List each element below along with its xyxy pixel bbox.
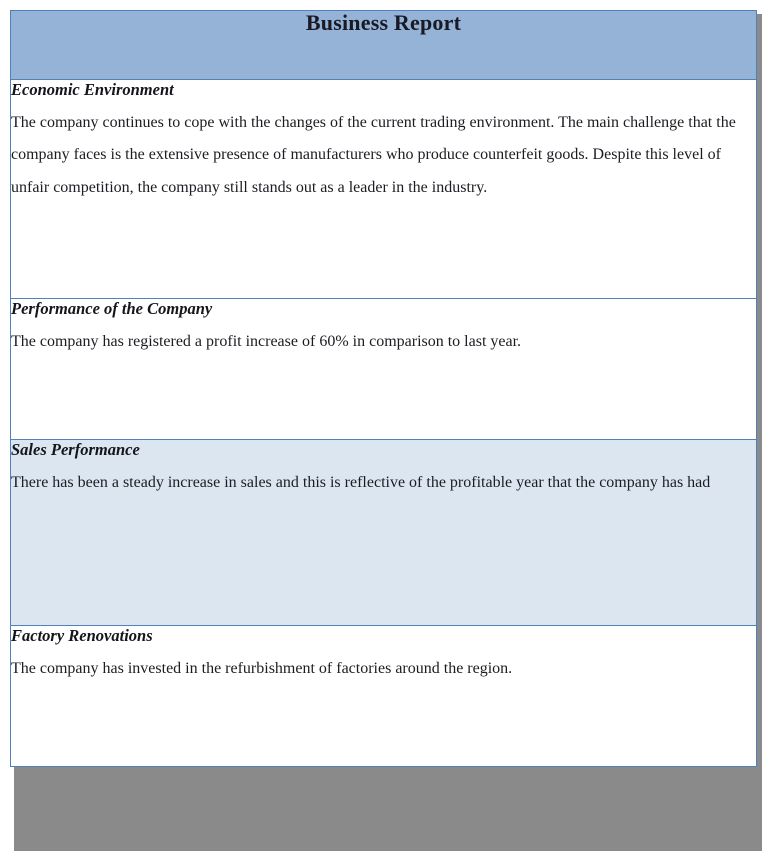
- section-heading: Factory Renovations: [11, 626, 153, 645]
- section-heading: Sales Performance: [11, 440, 140, 459]
- table-row: [11, 299, 757, 440]
- section-heading: Economic Environment: [11, 80, 174, 99]
- section-cell-sales-performance: [11, 440, 757, 626]
- section-body: The company has invested in the refurbishment of factories around the region.: [11, 659, 513, 677]
- section-body: The company continues to cope with the changes of the current trading environment. The main challenge that the company faces is the extensive presence of manufacturers who produce counterfeit goods. Despite this level of unfair competition, the company still stands out as a leader in the industry.: [11, 113, 736, 197]
- section-body: The company has registered a profit increase of 60% in comparison to last year.: [11, 332, 522, 350]
- table-row: [11, 80, 757, 299]
- table-header-row: [11, 11, 757, 80]
- section-cell-economic-environment: [11, 80, 757, 299]
- section-heading: Performance of the Company: [11, 299, 213, 318]
- section-cell-factory-renovations: [11, 626, 757, 767]
- page-title: Business Report: [305, 10, 462, 35]
- section-cell-performance-of-the-company: [11, 299, 757, 440]
- table-row: [11, 440, 757, 626]
- report-title-cell: [11, 11, 757, 80]
- business-report-table: [10, 10, 757, 767]
- section-body: There has been a steady increase in sales and this is reflective of the profitable year that the company has had: [11, 473, 711, 491]
- table-row: [11, 626, 757, 767]
